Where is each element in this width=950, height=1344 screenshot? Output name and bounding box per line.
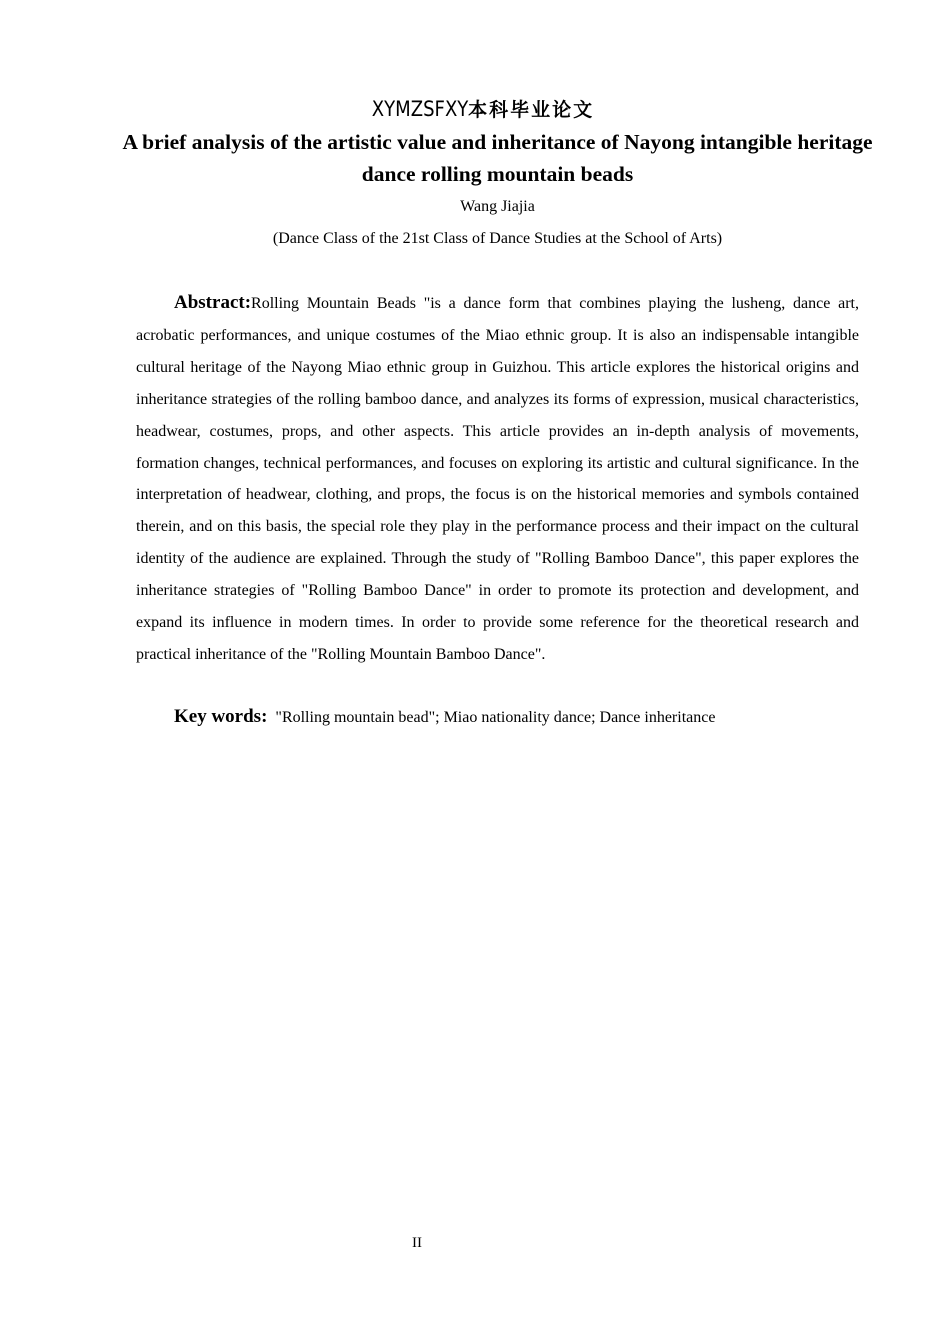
author-name: Wang Jiajia [460, 198, 535, 215]
keywords-paragraph [136, 703, 859, 732]
keywords-label: Key words: [174, 706, 268, 727]
abstract-label: Abstract: [174, 292, 252, 313]
running-header [0, 95, 950, 124]
paper-title: A brief analysis of the artistic value and inheritance of Nayong intangible heritage dance rolling mountain beads [122, 130, 873, 186]
page-number: II [412, 1235, 422, 1251]
keywords-text: "Rolling mountain bead"; Miao nationality dance; Dance inheritance [275, 709, 716, 726]
abstract-paragraph [136, 287, 859, 671]
header-institution-code: XYMZSFXY [371, 97, 469, 121]
abstract-text: Rolling Mountain Beads "is a dance form that combines playing the lusheng, dance art, acrobatic performances, and unique costumes of the Miao ethnic group. It is also an indispensable intangible cultural heritage of the Nayong Miao ethnic group in Guizhou. This article explores the historical origins and inheritance strategies of the rolling bamboo dance, and analyzes its forms of expression, musical characteristics, headwear, costumes, props, and other aspects. This article provides an in-depth analysis of movements, formation changes, technical performances, and focuses on exploring its artistic and cultural significance. In the interpretation of headwear, clothing, and props, the focus is on the historical memories and symbols contained therein, and on this basis, the special role they play in the performance process and their impact on the cultural identity of the audience are explained. Through the study of "Rolling Bamboo Dance", this paper explores the inheritance strategies of "Rolling Bamboo Dance" in order to promote its protection and development, and expand its influence in modern times. In order to provide some reference for the theoretical research and practical inheritance of the "Rolling Mountain Bamboo Dance". [136, 295, 859, 663]
header-thesis-label: 本科毕业论文 [468, 99, 595, 121]
author-affiliation: (Dance Class of the 21st Class of Dance Studies at the School of Arts) [272, 230, 723, 247]
